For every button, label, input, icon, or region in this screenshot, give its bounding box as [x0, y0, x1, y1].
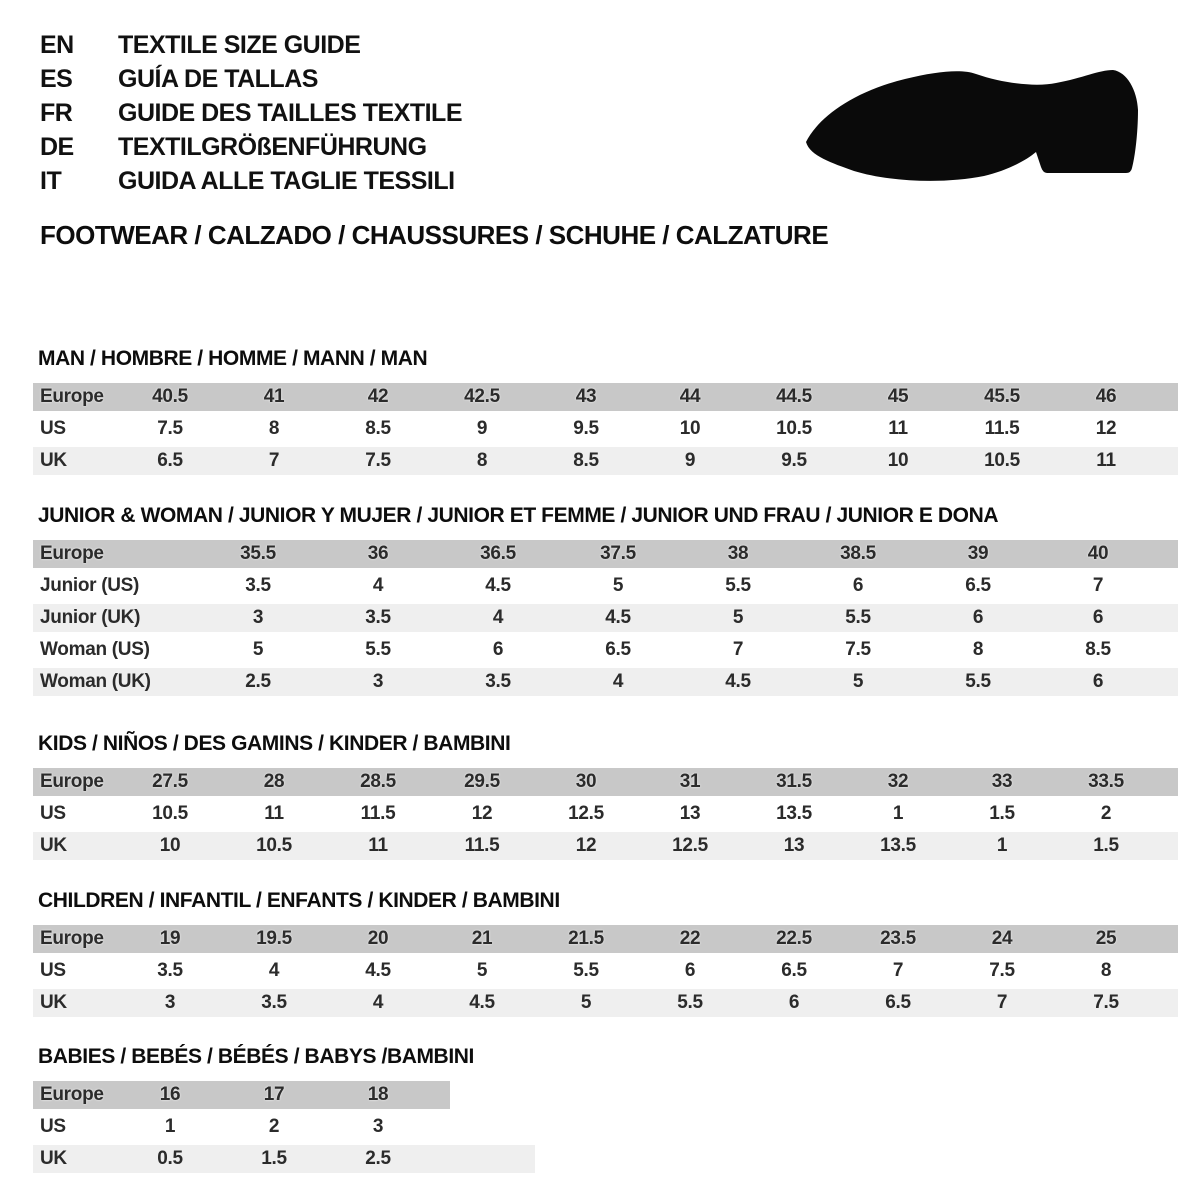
size-table-section-junior-woman — [33, 505, 1178, 700]
size-cell: 5 — [252, 639, 264, 660]
table-row — [33, 1113, 450, 1141]
language-code: DE — [40, 133, 74, 161]
size-cell: 12 — [575, 835, 597, 856]
size-cell: 45.5 — [984, 386, 1020, 407]
size-cell: 10 — [159, 835, 181, 856]
size-table — [33, 768, 1178, 860]
size-cell: 2.5 — [245, 671, 271, 692]
size-cell: 4.5 — [725, 671, 751, 692]
table-row — [33, 636, 1178, 664]
section-title: KIDS / NIÑOS / DES GAMINS / KINDER / BAMBINI — [38, 732, 511, 755]
size-cell: 7 — [996, 992, 1008, 1013]
size-cell: 2 — [268, 1116, 280, 1137]
size-cell: 40 — [1087, 543, 1109, 564]
size-cell: 32 — [887, 771, 909, 792]
table-row — [33, 1081, 450, 1109]
size-cell: 21.5 — [568, 928, 604, 949]
size-cell: 3.5 — [365, 607, 391, 628]
size-cell: 12 — [1095, 418, 1117, 439]
language-title: TEXTILE SIZE GUIDE — [118, 31, 361, 59]
size-table-section-man — [33, 348, 1178, 479]
size-cell: 13 — [679, 803, 701, 824]
size-cell: 24 — [991, 928, 1013, 949]
size-cell: 6.5 — [965, 575, 991, 596]
size-cell: 11 — [264, 803, 284, 824]
size-cell: 5 — [852, 671, 864, 692]
size-cell: 28 — [263, 771, 285, 792]
size-cell: 25 — [1095, 928, 1117, 949]
size-cell: 3.5 — [261, 992, 287, 1013]
size-cell: 11.5 — [984, 418, 1020, 439]
size-table — [33, 1081, 535, 1173]
size-cell: 21 — [471, 928, 493, 949]
size-cell: 4 — [612, 671, 624, 692]
size-table-section-babies — [33, 1046, 535, 1177]
size-cell: 5 — [476, 960, 488, 981]
size-cell: 5 — [732, 607, 744, 628]
row-label: Woman (UK) — [40, 671, 151, 692]
language-title: GUIDE DES TAILLES TEXTILE — [118, 99, 463, 127]
size-cell: 18 — [367, 1084, 389, 1105]
size-cell: 29.5 — [464, 771, 500, 792]
language-code: EN — [40, 31, 74, 59]
size-cell: 31 — [679, 771, 701, 792]
size-cell: 44.5 — [776, 386, 812, 407]
size-cell: 38.5 — [840, 543, 876, 564]
size-cell: 23.5 — [880, 928, 916, 949]
row-label: Europe — [40, 928, 104, 949]
size-cell: 37.5 — [600, 543, 636, 564]
size-table-section-children — [33, 890, 1178, 1021]
size-cell: 9 — [684, 450, 696, 471]
size-cell: 1 — [996, 835, 1008, 856]
row-label: US — [40, 1116, 66, 1137]
size-cell: 6 — [852, 575, 864, 596]
size-cell: 4.5 — [365, 960, 391, 981]
size-cell: 11 — [1096, 450, 1116, 471]
size-cell: 0.5 — [157, 1148, 183, 1169]
language-title: TEXTILGRÖßENFÜHRUNG — [118, 133, 427, 161]
size-cell: 16 — [159, 1084, 181, 1105]
size-cell: 40.5 — [152, 386, 188, 407]
table-row — [33, 957, 1178, 985]
size-cell: 12.5 — [568, 803, 604, 824]
size-cell: 3 — [252, 607, 264, 628]
size-cell: 12 — [471, 803, 493, 824]
size-cell: 7.5 — [157, 418, 183, 439]
size-cell: 3.5 — [245, 575, 271, 596]
row-label: Europe — [40, 386, 104, 407]
row-label: UK — [40, 835, 67, 856]
size-cell: 1.5 — [989, 803, 1015, 824]
size-cell: 38 — [727, 543, 749, 564]
size-cell: 9 — [476, 418, 488, 439]
size-table — [33, 925, 1178, 1017]
size-cell: 6.5 — [157, 450, 183, 471]
size-cell: 36 — [367, 543, 389, 564]
size-cell: 5.5 — [573, 960, 599, 981]
language-title-list — [40, 28, 462, 198]
size-cell: 4 — [268, 960, 280, 981]
size-cell: 5 — [612, 575, 624, 596]
row-label: US — [40, 803, 66, 824]
table-row — [33, 1145, 535, 1173]
size-cell: 11 — [368, 835, 388, 856]
size-cell: 19 — [159, 928, 181, 949]
size-cell: 1 — [164, 1116, 176, 1137]
size-cell: 10.5 — [256, 835, 292, 856]
size-cell: 5 — [580, 992, 592, 1013]
table-row — [33, 768, 1178, 796]
size-cell: 11 — [888, 418, 908, 439]
row-label: US — [40, 960, 66, 981]
size-cell: 35.5 — [240, 543, 276, 564]
size-cell: 31.5 — [776, 771, 812, 792]
row-label: UK — [40, 450, 67, 471]
table-row — [33, 800, 1178, 828]
size-cell: 5.5 — [965, 671, 991, 692]
row-label: Junior (UK) — [40, 607, 141, 628]
size-cell: 11.5 — [464, 835, 500, 856]
row-label: Woman (US) — [40, 639, 150, 660]
language-code: ES — [40, 65, 73, 93]
size-table — [33, 540, 1178, 696]
section-title: CHILDREN / INFANTIL / ENFANTS / KINDER / BAMBINI — [38, 889, 560, 912]
size-cell: 5.5 — [365, 639, 391, 660]
size-cell: 43 — [575, 386, 597, 407]
section-title: JUNIOR & WOMAN / JUNIOR Y MUJER / JUNIOR ET FEMME / JUNIOR UND FRAU / JUNIOR E DONA — [38, 504, 999, 527]
table-row — [33, 925, 1178, 953]
size-cell: 6 — [492, 639, 504, 660]
size-cell: 7.5 — [989, 960, 1015, 981]
size-cell: 30 — [575, 771, 597, 792]
size-cell: 7 — [268, 450, 280, 471]
size-cell: 8.5 — [365, 418, 391, 439]
size-cell: 42.5 — [464, 386, 500, 407]
size-cell: 3.5 — [485, 671, 511, 692]
size-cell: 36.5 — [480, 543, 516, 564]
size-cell: 8.5 — [573, 450, 599, 471]
size-cell: 4.5 — [485, 575, 511, 596]
size-cell: 10.5 — [984, 450, 1020, 471]
size-cell: 3.5 — [157, 960, 183, 981]
size-cell: 27.5 — [152, 771, 188, 792]
language-code: FR — [40, 99, 73, 127]
language-code: IT — [40, 167, 62, 195]
size-cell: 11.5 — [360, 803, 396, 824]
size-cell: 13.5 — [880, 835, 916, 856]
size-cell: 45 — [887, 386, 909, 407]
size-cell: 2.5 — [365, 1148, 391, 1169]
size-cell: 7.5 — [1093, 992, 1119, 1013]
size-cell: 1.5 — [261, 1148, 287, 1169]
size-cell: 33.5 — [1088, 771, 1124, 792]
size-cell: 8 — [972, 639, 984, 660]
table-row — [33, 383, 1178, 411]
size-cell: 20 — [367, 928, 389, 949]
language-title: GUÍA DE TALLAS — [118, 65, 318, 93]
dress-shoe-silhouette — [800, 64, 1145, 188]
size-cell: 13.5 — [776, 803, 812, 824]
size-cell: 10.5 — [776, 418, 812, 439]
size-cell: 9.5 — [781, 450, 807, 471]
size-cell: 19.5 — [256, 928, 292, 949]
size-cell: 4.5 — [469, 992, 495, 1013]
size-cell: 4.5 — [605, 607, 631, 628]
size-cell: 17 — [263, 1084, 285, 1105]
table-row — [33, 604, 1178, 632]
size-cell: 8 — [1100, 960, 1112, 981]
size-cell: 3 — [164, 992, 176, 1013]
size-cell: 6.5 — [781, 960, 807, 981]
size-cell: 6 — [684, 960, 696, 981]
size-cell: 8 — [268, 418, 280, 439]
size-cell: 33 — [991, 771, 1013, 792]
category-heading: FOOTWEAR / CALZADO / CHAUSSURES / SCHUHE / CALZATURE — [40, 220, 829, 250]
size-cell: 5.5 — [845, 607, 871, 628]
size-cell: 4 — [372, 575, 384, 596]
size-cell: 44 — [679, 386, 701, 407]
size-cell: 3 — [372, 1116, 384, 1137]
table-row — [33, 989, 1178, 1017]
size-cell: 13 — [783, 835, 805, 856]
language-title: GUIDA ALLE TAGLIE TESSILI — [118, 167, 455, 195]
table-row — [33, 540, 1178, 568]
size-cell: 5.5 — [677, 992, 703, 1013]
size-cell: 8.5 — [1085, 639, 1111, 660]
size-cell: 6 — [1092, 607, 1104, 628]
size-cell: 10.5 — [152, 803, 188, 824]
size-cell: 4 — [372, 992, 384, 1013]
size-cell: 7 — [1092, 575, 1104, 596]
size-cell: 1 — [892, 803, 904, 824]
dress-shoe-icon — [800, 64, 1145, 188]
size-cell: 10 — [679, 418, 701, 439]
row-label: US — [40, 418, 66, 439]
size-cell: 5.5 — [725, 575, 751, 596]
size-cell: 7 — [892, 960, 904, 981]
row-label: Junior (US) — [40, 575, 140, 596]
row-label: UK — [40, 992, 67, 1013]
size-cell: 6 — [788, 992, 800, 1013]
size-cell: 22 — [679, 928, 701, 949]
size-cell: 4 — [492, 607, 504, 628]
size-cell: 42 — [367, 386, 389, 407]
row-label: Europe — [40, 543, 104, 564]
size-cell: 7 — [732, 639, 744, 660]
size-cell: 28.5 — [360, 771, 396, 792]
size-table — [33, 383, 1178, 475]
size-cell: 6 — [1092, 671, 1104, 692]
size-cell: 39 — [967, 543, 989, 564]
size-cell: 10 — [887, 450, 909, 471]
size-table-section-kids — [33, 733, 1178, 864]
table-row — [33, 832, 1178, 860]
size-cell: 6.5 — [885, 992, 911, 1013]
size-cell: 1.5 — [1093, 835, 1119, 856]
table-row — [33, 668, 1178, 696]
section-title: MAN / HOMBRE / HOMME / MANN / MAN — [38, 347, 428, 370]
row-label: UK — [40, 1148, 67, 1169]
size-cell: 6.5 — [605, 639, 631, 660]
size-cell: 22.5 — [776, 928, 812, 949]
table-row — [33, 572, 1178, 600]
size-cell: 2 — [1100, 803, 1112, 824]
table-row — [33, 415, 1178, 443]
size-cell: 9.5 — [573, 418, 599, 439]
row-label: Europe — [40, 1084, 104, 1105]
size-cell: 6 — [972, 607, 984, 628]
size-cell: 46 — [1095, 386, 1117, 407]
size-cell: 8 — [476, 450, 488, 471]
size-cell: 7.5 — [365, 450, 391, 471]
size-cell: 3 — [372, 671, 384, 692]
size-cell: 41 — [263, 386, 285, 407]
size-cell: 7.5 — [845, 639, 871, 660]
size-cell: 12.5 — [672, 835, 708, 856]
table-row — [33, 447, 1178, 475]
section-title: BABIES / BEBÉS / BÉBÉS / BABYS /BAMBINI — [38, 1045, 474, 1068]
row-label: Europe — [40, 771, 104, 792]
